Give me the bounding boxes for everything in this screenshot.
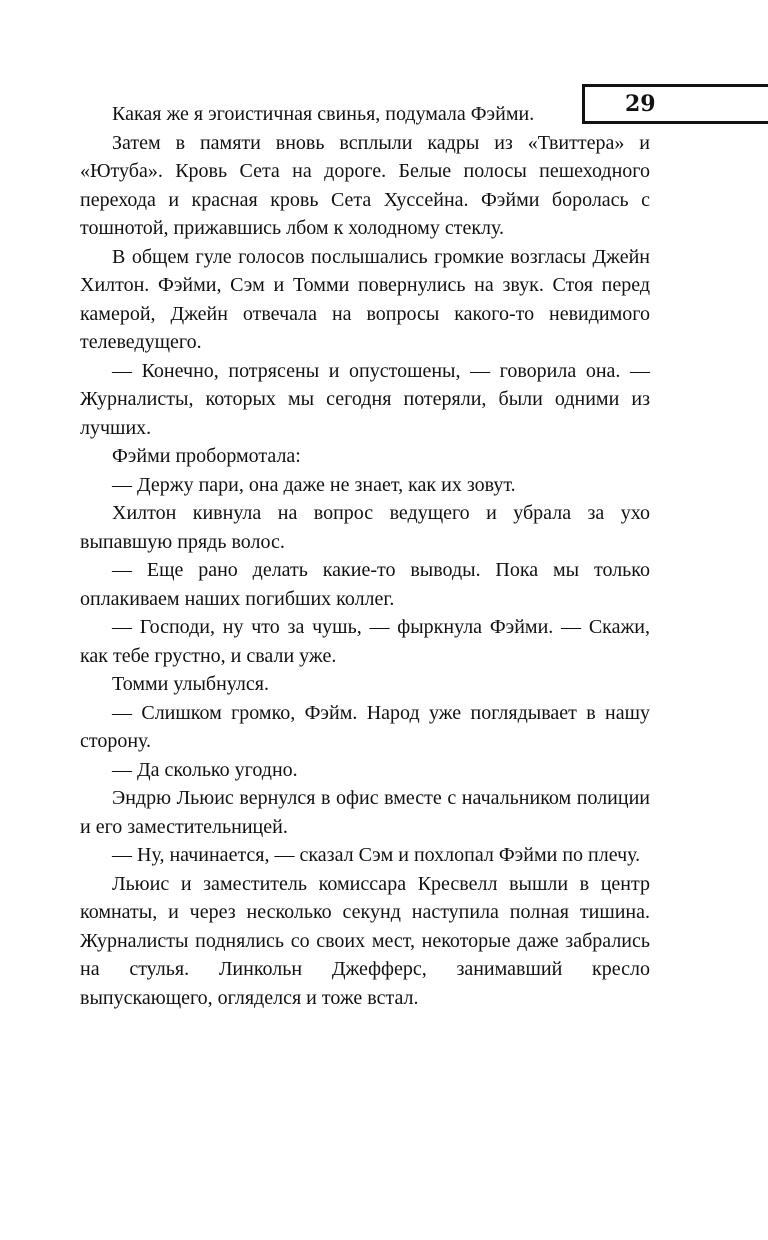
paragraph: — Еще рано делать какие-то выводы. Пока мы только оплакиваем наших погибших коллег. [80, 559, 650, 610]
paragraph: В общем гуле голосов послышались громкие возгласы Джейн Хилтон. Фэйми, Сэм и Томми повернулись на звук. Стоя перед камерой, Джейн отвечала на вопросы какого-то невидимого телеведущего. [80, 245, 650, 353]
paragraph: — Господи, ну что за чушь, — фыркнула Фэйми. — Скажи, как тебе грустно, и свали уже. [80, 616, 650, 667]
page-number: 29 [625, 91, 656, 117]
paragraph: Затем в памяти вновь всплыли кадры из «Твиттера» и «Ютуба». Кровь Сета на дороге. Белые полосы пешеходного перехода и красная кровь Сета Хуссейна. Фэйми боролась с тошнотой, прижавшись лбом к холодному стеклу. [80, 131, 650, 239]
paragraph: Эндрю Льюис вернулся в офис вместе с начальником полиции и его заместительницей. [80, 787, 650, 838]
paragraph: — Да сколько угодно. [112, 758, 298, 781]
paragraph: — Слишком громко, Фэйм. Народ уже поглядывает в нашу сторону. [80, 701, 650, 752]
paragraph: Льюис и заместитель комиссара Кресвелл вышли в центр комнаты, и через несколько секунд наступила полная тишина. Журналисты поднялись со своих мест, некоторые даже забрались на стулья. Линкольн Джефферс, занимавший кресло выпускающего, огляделся и тоже встал. [80, 872, 650, 1009]
paragraph: — Держу пари, она даже не знает, как их зовут. [112, 473, 516, 496]
paragraph: Томми улыбнулся. [112, 673, 269, 695]
paragraph: Фэйми пробормотала: [112, 445, 301, 467]
paragraph: Какая же я эгоистичная свинья, подумала Фэйми. [112, 103, 535, 125]
paragraph: Хилтон кивнула на вопрос ведущего и убрала за ухо выпавшую прядь волос. [80, 502, 650, 553]
body-text [80, 100, 650, 1012]
paragraph: — Конечно, потрясены и опустошены, — говорила она. — Журналисты, которых мы сегодня потеряли, были одними из лучших. [80, 359, 650, 439]
paragraph: — Ну, начинается, — сказал Сэм и похлопал Фэйми по плечу. [112, 844, 641, 866]
